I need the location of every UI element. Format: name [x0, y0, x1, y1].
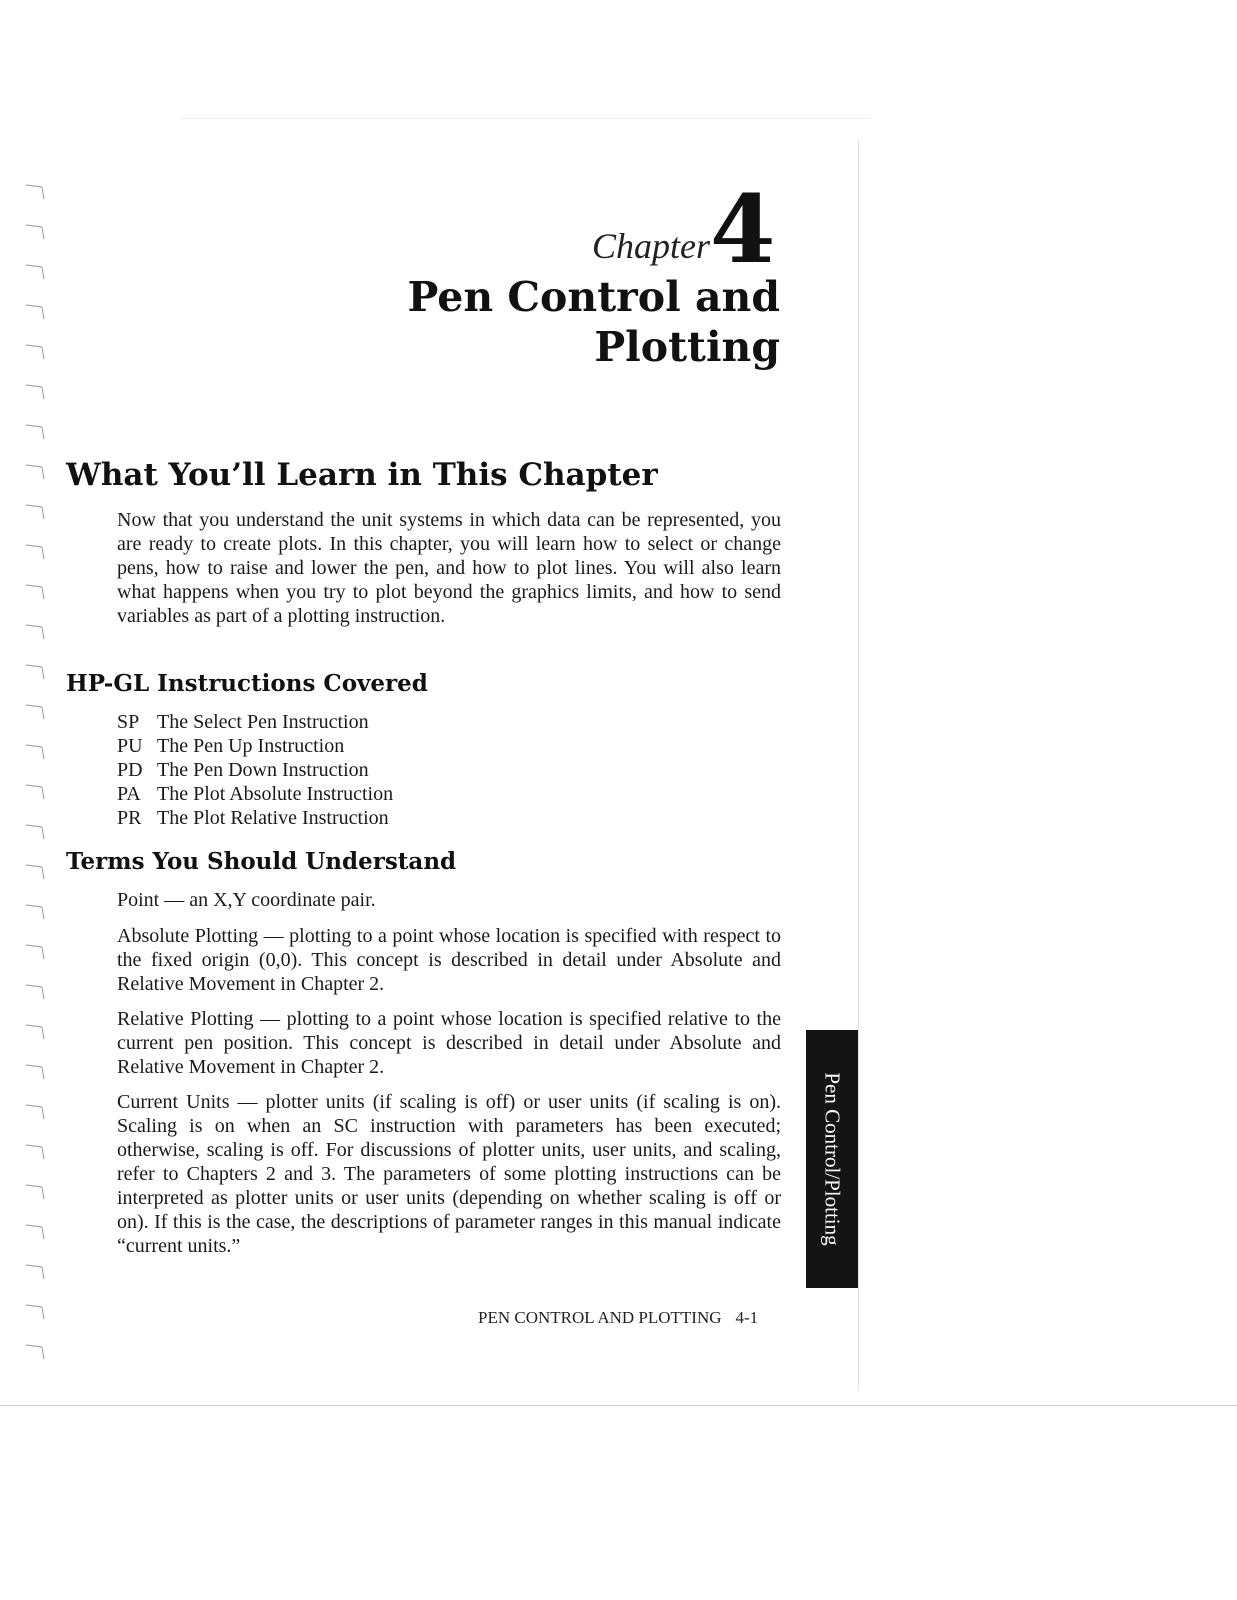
margin-mark — [26, 265, 44, 279]
margin-mark — [26, 505, 44, 519]
margin-mark — [26, 185, 44, 199]
scan-edge-line-top — [180, 118, 870, 119]
margin-mark — [26, 1145, 44, 1159]
instruction-name: The Pen Down Instruction — [157, 759, 369, 781]
chapter-number: 4 — [710, 175, 776, 285]
term-absolute-plotting: Absolute Plotting — plotting to a point whose location is specified with respect to the fixed origin (0,0). This concept is described in detail under Absolute and Relative Movement in Chapter 2. — [117, 925, 781, 995]
instruction-name: The Select Pen Instruction — [157, 711, 369, 733]
margin-mark — [26, 745, 44, 759]
margin-mark — [26, 585, 44, 599]
section-heading-instructions: HP-GL Instructions Covered — [66, 670, 428, 697]
instruction-name: The Pen Up Instruction — [157, 735, 345, 757]
term-current-units: Current Units — plotter units (if scaling is off) or user units (if scaling is on). Scaling is on when an SC instruction with parameters has been executed; otherwise, scaling is off. For discussions of plotter units, user units, and scaling, refer to Chapters 2 and 3. The parameters of some plotting instructions can be interpreted as plotter units or user units (depending on whether scaling is off or on). If this is the case, the descriptions of parameter ranges in this manual indicate “current units.” — [117, 1091, 781, 1257]
list-item — [117, 758, 393, 782]
margin-mark — [26, 1025, 44, 1039]
chapter-title-line-1: Pen Control and — [407, 273, 780, 321]
margin-mark — [26, 1305, 44, 1319]
section-heading-terms: Terms You Should Understand — [66, 848, 457, 875]
margin-mark — [26, 985, 44, 999]
section-heading-learn: What You’ll Learn in This Chapter — [66, 457, 658, 493]
margin-mark — [26, 1265, 44, 1279]
margin-mark — [26, 545, 44, 559]
instruction-code: PD — [117, 759, 143, 781]
margin-mark — [26, 465, 44, 479]
instruction-name: The Plot Absolute Instruction — [157, 783, 394, 805]
margin-mark — [26, 345, 44, 359]
learn-paragraph: Now that you understand the unit systems in which data can be represented, you are ready to create plots. In this chapter, you will learn how to select or change pens, how to raise and lower the pen, and how to plot lines. You will also learn what happens when you try to plot beyond the graphics limits, and how to send variables as part of a plotting instruction. — [117, 509, 781, 627]
margin-mark — [26, 1225, 44, 1239]
margin-mark — [26, 1105, 44, 1119]
margin-mark — [26, 1185, 44, 1199]
list-item — [117, 710, 393, 734]
instruction-code: PA — [117, 783, 141, 805]
margin-mark — [26, 865, 44, 879]
margin-mark — [26, 385, 44, 399]
instruction-code: PR — [117, 807, 142, 829]
chapter-label: Chapter — [591, 226, 710, 266]
page-footer — [478, 1308, 758, 1328]
margin-mark — [26, 665, 44, 679]
instruction-name: The Plot Relative Instruction — [157, 807, 389, 829]
chapter-title — [360, 272, 780, 372]
term-relative-plotting: Relative Plotting — plotting to a point whose location is specified relative to the current pen position. This concept is described in detail under Absolute and Relative Movement in Chapter 2. — [117, 1008, 781, 1078]
margin-mark — [26, 305, 44, 319]
margin-mark — [26, 785, 44, 799]
running-title: PEN CONTROL AND PLOTTING — [478, 1308, 722, 1327]
margin-mark — [26, 425, 44, 439]
margin-mark — [26, 1065, 44, 1079]
margin-mark — [26, 225, 44, 239]
margin-mark — [26, 705, 44, 719]
margin-mark — [26, 1345, 44, 1359]
instruction-code: SP — [117, 711, 140, 733]
instruction-code: PU — [117, 735, 143, 757]
list-item — [117, 782, 393, 806]
chapter-thumb-tab — [806, 1030, 858, 1288]
instruction-list — [117, 710, 393, 830]
margin-mark — [26, 945, 44, 959]
margin-marks — [22, 175, 52, 1375]
page-number: 4-1 — [735, 1308, 759, 1327]
list-item — [117, 806, 393, 830]
term-point: Point — an X,Y coordinate pair. — [117, 889, 376, 911]
scan-edge-line-bottom — [0, 1405, 1237, 1406]
thumb-tab-label: Pen Control/Plotting — [820, 1072, 845, 1246]
chapter-title-line-2: Plotting — [594, 323, 780, 371]
page-edge-line — [858, 140, 859, 1390]
margin-mark — [26, 905, 44, 919]
margin-mark — [26, 625, 44, 639]
margin-mark — [26, 825, 44, 839]
list-item — [117, 734, 393, 758]
